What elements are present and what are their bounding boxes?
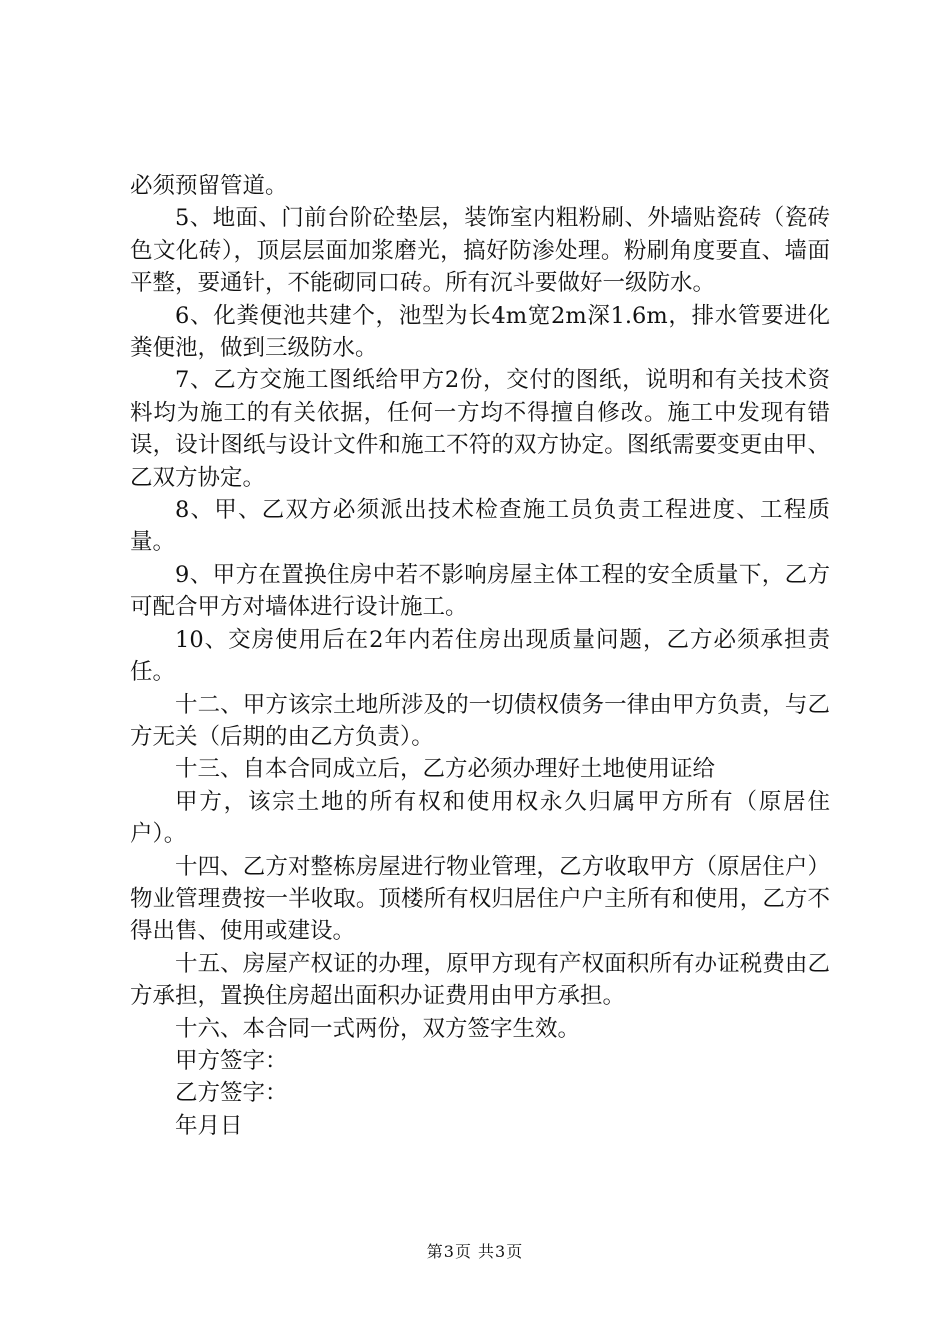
- page-number-footer: 第3页 共3页: [426, 1242, 524, 1261]
- paragraph-clause-14: 十四、乙方对整栋房屋进行物业管理，乙方收取甲方（原居住户）物业管理费按一半收取。顶楼所有权归居住户户主所有和使用，乙方不得出售、使用或建设。: [130, 853, 830, 945]
- paragraph-item-10: 10、交房使用后在2年内若住房出现质量问题，乙方必须承担责任。: [130, 626, 830, 686]
- paragraph-item-6: 6、化粪便池共建个，池型为长4m宽2m深1.6m，排水管要进化粪便池，做到三级防水。: [130, 302, 830, 362]
- contract-body: [130, 170, 830, 1142]
- paragraph-item-5: 5、地面、门前台阶砼垫层，装饰室内粗粉刷、外墙贴瓷砖（瓷砖色文化砖），顶层层面加浆磨光，搞好防渗处理。粉刷角度要直、墙面平整，要通针，不能砌同口砖。所有沉斗要做好一级防水。: [130, 205, 830, 297]
- signature-date: 年月日: [175, 1112, 243, 1139]
- paragraph-item-7: 7、乙方交施工图纸给甲方2份，交付的图纸，说明和有关技术资料均为施工的有关依据，任何一方均不得擅自修改。施工中发现有错误，设计图纸与设计文件和施工不符的双方协定。图纸需要变更由甲、乙双方协定。: [130, 367, 830, 491]
- paragraph-item-8: 8、甲、乙双方必须派出技术检查施工员负责工程进度、工程质量。: [130, 497, 830, 556]
- paragraph-clause-15: 十五、房屋产权证的办理，原甲方现有产权面积所有办证税费由乙方承担，置换住房超出面积办证费用由甲方承担。: [130, 950, 830, 1010]
- paragraph-clause-16: 十六、本合同一式两份，双方签字生效。: [175, 1015, 581, 1042]
- paragraph-clause-13: 十三、自本合同成立后，乙方必须办理好土地使用证给: [175, 756, 716, 783]
- paragraph-item-9: 9、甲方在置换住房中若不影响房屋主体工程的安全质量下，乙方可配合甲方对墙体进行设计施工。: [130, 561, 830, 621]
- paragraph-clause-12: 十二、甲方该宗土地所涉及的一切债权债务一律由甲方负责，与乙方无关（后期的由乙方负责）。: [130, 691, 830, 750]
- signature-party-b: 乙方签字：: [175, 1080, 288, 1107]
- paragraph-clause-13-continued: 甲方，该宗土地的所有权和使用权永久归属甲方所有（原居住户）。: [130, 788, 830, 848]
- signature-party-a: 甲方签字：: [175, 1047, 288, 1074]
- paragraph-pipe-reservation: 必须预留管道。: [130, 173, 288, 199]
